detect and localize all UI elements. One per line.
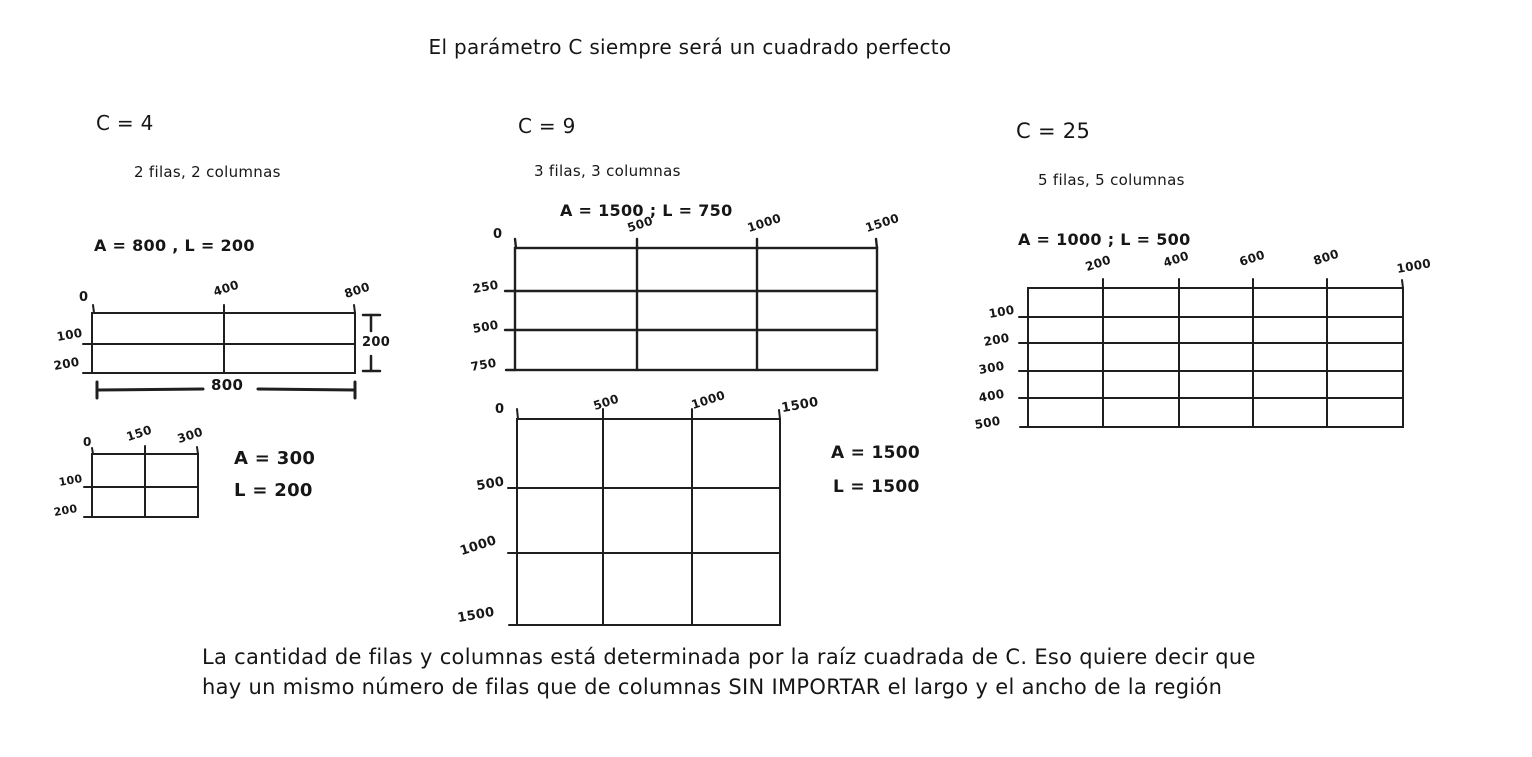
c9-grid-wide [505,239,877,370]
c4-small-area-label: A = 300 [234,448,316,469]
x-axis-label: 1000 [1395,256,1433,277]
x-axis-label: 800 [342,279,372,302]
x-axis-label: 1000 [745,210,783,236]
y-axis-label: 750 [469,355,498,375]
y-axis-label: 500 [973,413,1002,433]
c4-small-length-label: L = 200 [234,480,313,501]
c9-heading: C = 9 [518,114,576,138]
c4-params: A = 800 , L = 200 [94,236,255,255]
x-axis-label: 150 [124,422,154,445]
footer-text-line1: La cantidad de filas y columnas está determinada por la raíz cuadrada de C. Eso quiere decir que [202,645,1256,669]
c25-grid [1019,279,1403,427]
x-axis-label: 500 [591,391,621,414]
c9-grid-square [508,409,780,625]
x-axis-label: 400 [211,277,241,300]
y-axis-label: 100 [57,472,84,490]
height-dimension-label: 200 [362,335,391,350]
x-axis-label: 300 [175,424,205,447]
y-axis-label: 1500 [456,604,496,627]
x-axis-label: 0 [79,290,89,305]
c4-grid-small [84,446,198,517]
x-axis-label: 1500 [780,394,820,417]
x-axis-label: 1000 [689,387,727,413]
c25-heading: C = 25 [1016,119,1091,143]
y-axis-label: 1000 [458,533,499,560]
footer-text-line2: hay un mismo número de filas que de columnas SIN IMPORTAR el largo y el ancho de la región [202,675,1223,699]
y-axis-label: 200 [982,330,1011,350]
y-axis-label: 300 [977,358,1006,378]
y-axis-label: 500 [471,317,500,337]
y-axis-label: 400 [977,386,1006,406]
x-axis-label: 200 [1083,252,1113,275]
c9-params: A = 1500 ; L = 750 [560,201,733,220]
x-axis-label: 0 [495,402,505,417]
width-dimension-label: 800 [211,376,244,394]
c4-heading: C = 4 [96,111,154,135]
y-axis-label: 100 [987,302,1016,322]
c9-rows-cols: 3 filas, 3 columnas [534,162,681,180]
page-title: El parámetro C siempre será un cuadrado perfecto [428,35,952,59]
x-axis-label: 800 [1311,246,1341,269]
y-axis-label: 100 [55,325,84,345]
c4-grid-large [83,305,355,373]
y-axis-label: 250 [471,277,500,297]
c25-params: A = 1000 ; L = 500 [1018,230,1191,249]
y-axis-label: 200 [52,502,79,520]
x-axis-label: 1500 [863,210,901,236]
c9-square-area-label: A = 1500 [831,443,920,463]
y-axis-label: 200 [52,354,81,374]
c4-rows-cols: 2 filas, 2 columnas [134,163,281,181]
x-axis-label: 400 [1161,248,1191,271]
y-axis-label: 500 [475,474,506,495]
x-axis-label: 0 [493,227,503,242]
c9-square-length-label: L = 1500 [833,477,920,497]
x-axis-label: 600 [1237,247,1267,270]
x-axis-label: 0 [83,435,92,449]
c25-rows-cols: 5 filas, 5 columnas [1038,171,1185,189]
x-axis-label: 500 [625,213,655,236]
